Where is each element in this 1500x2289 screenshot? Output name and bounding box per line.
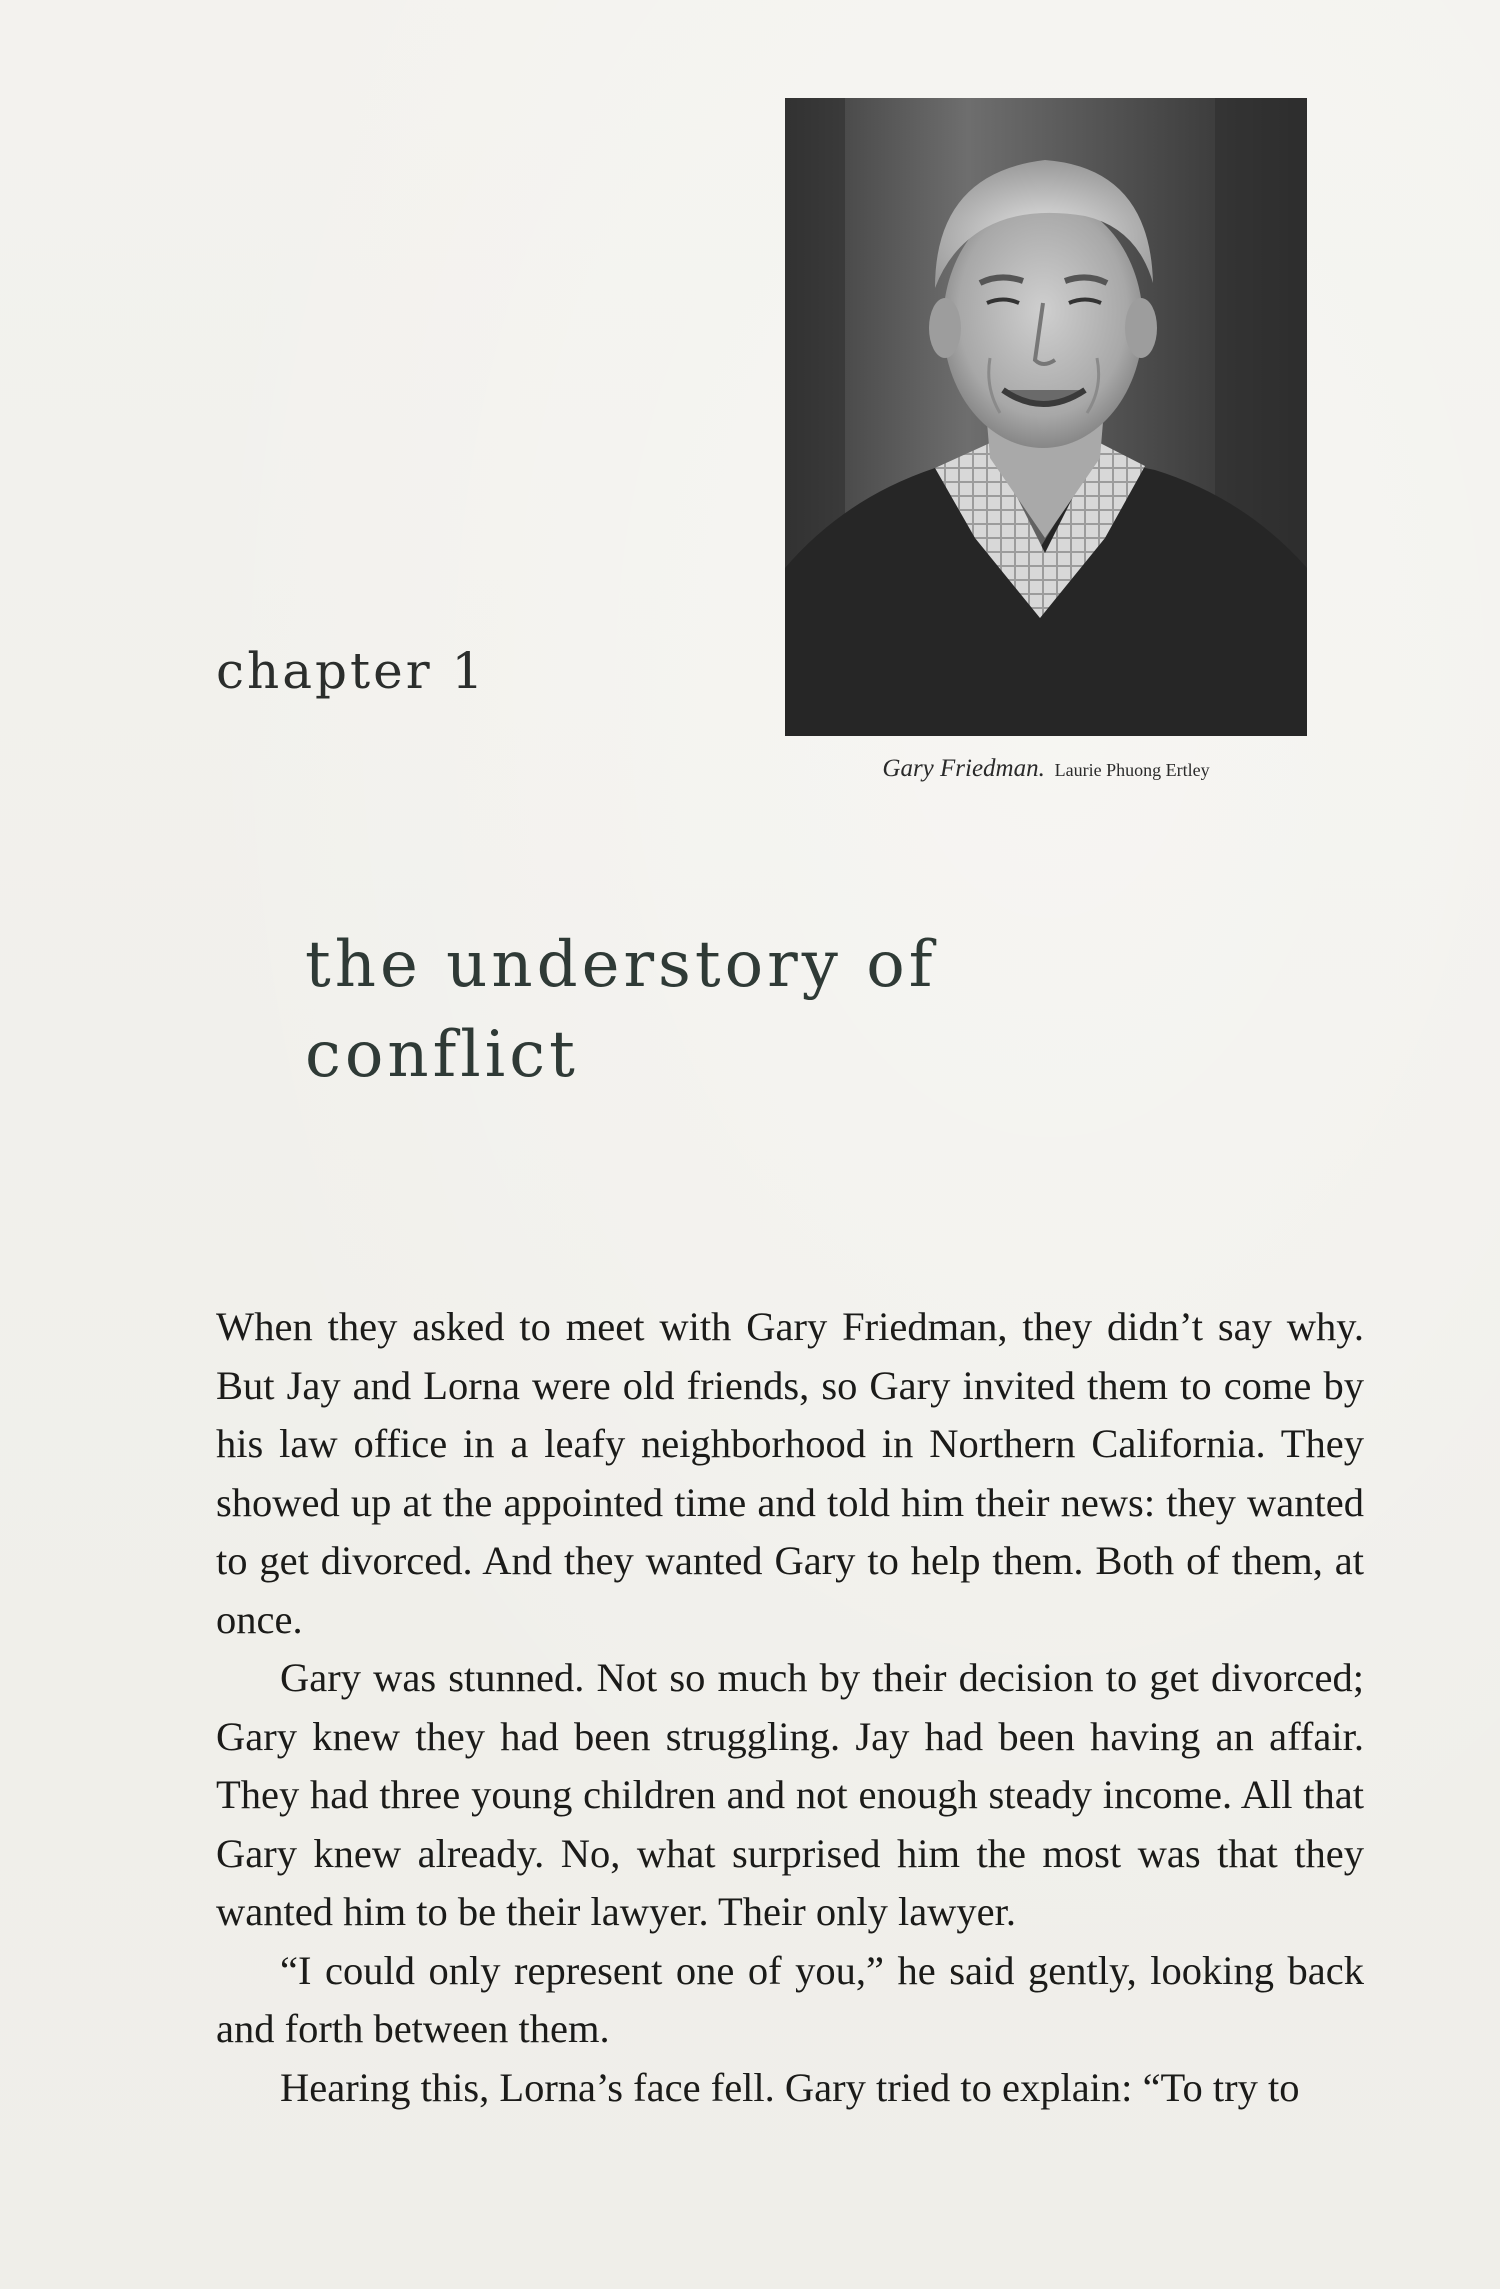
- author-photo: [785, 98, 1307, 736]
- chapter-title-line-2: conflict: [305, 1018, 579, 1092]
- paragraph: Hearing this, Lorna’s face fell. Gary tried to explain: “To try to: [280, 2064, 1300, 2110]
- chapter-title: [305, 920, 1205, 1100]
- portrait-photo-icon: [785, 98, 1307, 736]
- paragraph: “I could only represent one of you,” he said gently, looking back and forth between them.: [216, 1947, 1364, 2051]
- paragraph: When they asked to meet with Gary Friedman, they didn’t say why. But Jay and Lorna were old friends, so Gary invited them to come by his law office in a leafy neighborhood in Northern California. They showed up at the appointed time and told him their news: they wanted to get divorced. And they wanted Gary to help them. Both of them, at once.: [216, 1304, 1364, 1642]
- chapter-label: chapter 1: [216, 642, 487, 700]
- paragraph: Gary was stunned. Not so much by their decision to get divorced; Gary knew they had been struggling. Jay had been having an affair. They had three young children and not enough steady income. All that Gary knew already. No, what surprised him the most was that they wanted him to be their lawyer. Their only lawyer.: [216, 1655, 1364, 1934]
- chapter-title-line-1: the understory of: [305, 928, 937, 1002]
- caption-credit: Laurie Phuong Ertley: [1054, 760, 1210, 780]
- body-text: [216, 1298, 1364, 2117]
- photo-caption: [785, 755, 1307, 783]
- caption-name: Gary Friedman.: [882, 755, 1045, 782]
